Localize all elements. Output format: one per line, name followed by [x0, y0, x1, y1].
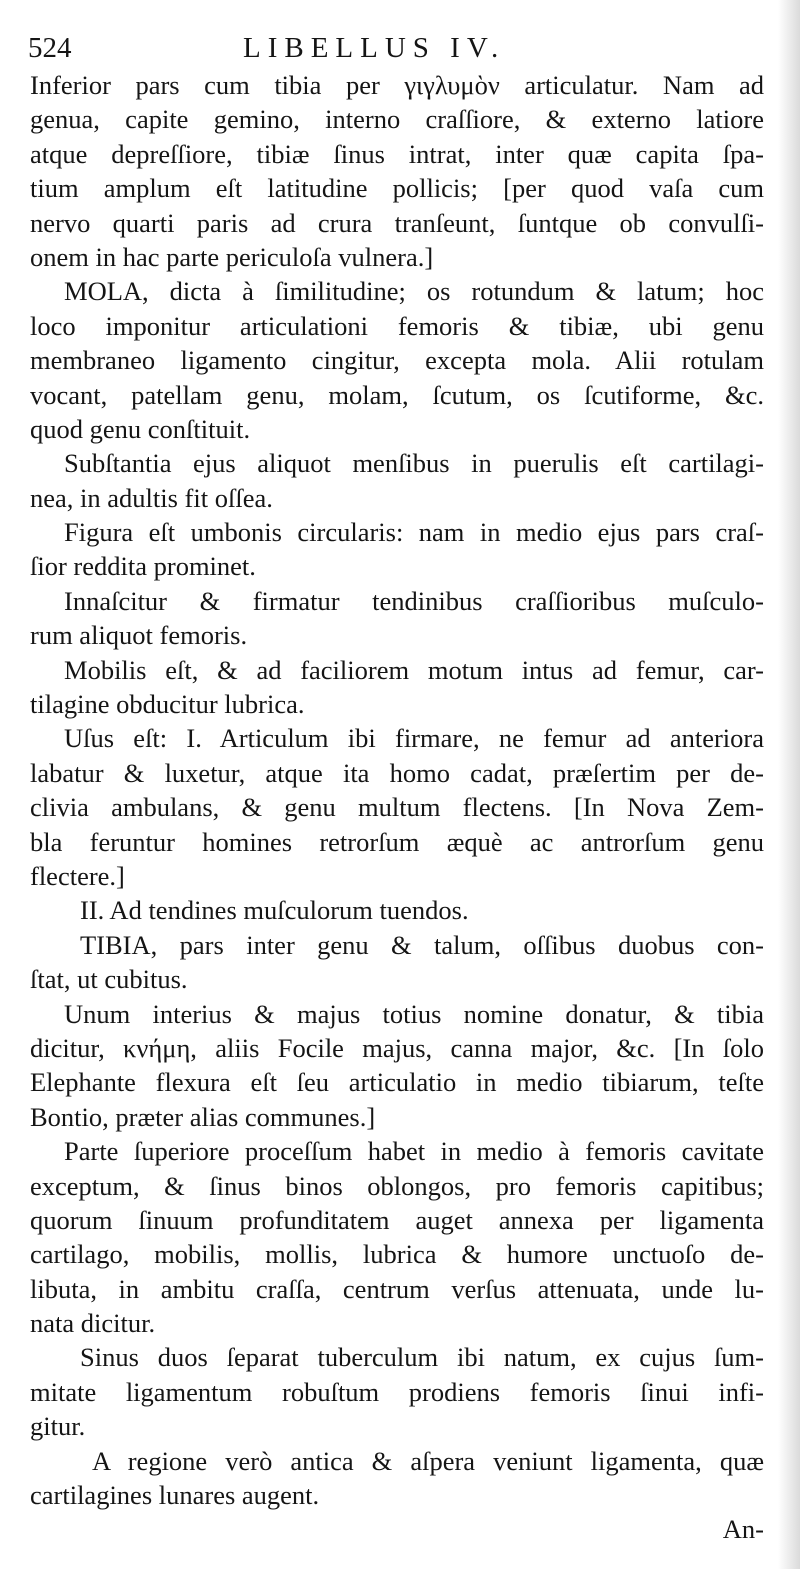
text-line: Figura eſt umbonis circularis: nam in medio ejus pars craſ- [64, 517, 764, 548]
text-line: flectere.] [30, 860, 125, 891]
text-line: rum aliquot femoris. [30, 620, 248, 651]
page-number: 524 [28, 32, 72, 64]
text-line: ſtat, ut cubitus. [30, 964, 188, 995]
text-line: mitate ligamentum robuſtum prodiens femoris ſinui infi- [30, 1376, 764, 1407]
catchword: An- [722, 1514, 764, 1545]
text-line: Uſus eſt: I. Articulum ibi firmare, ne femur ad anteriora [64, 723, 764, 754]
text-line: TIBIA, pars inter genu & talum, oſſibus duobus con- [80, 929, 764, 960]
text-line: Innaſcitur & firmatur tendinibus craſſioribus muſculo- [64, 585, 764, 616]
text-line: Sinus duos ſeparat tuberculum ibi natum, ex cujus ſum- [80, 1342, 764, 1373]
text-line: bla feruntur homines retrorſum æquè ac antrorſum genu [30, 826, 764, 857]
text-line: quod genu conſtituit. [30, 413, 251, 444]
text-line: II. Ad tendines muſculorum tuendos. [80, 895, 469, 926]
text-line: ſior reddita prominet. [30, 551, 256, 582]
text-line: tilagine obducitur lubrica. [30, 689, 305, 720]
text-line: Inferior pars cum tibia per γιγλυμὸν articulatur. Nam ad [30, 70, 764, 100]
page-header [28, 28, 768, 68]
page-edge-shadow [778, 0, 800, 1569]
text-line: A regione verò antica & aſpera veniunt ligamenta, quæ [92, 1445, 764, 1476]
text-line: clivia ambulans, & genu multum flectens. [In Nova Zem- [30, 792, 764, 823]
text-line: cartilagines lunares augent. [30, 1480, 320, 1511]
text-line: atque depreſſiore, tibiæ ſinus intrat, inter quæ capita ſpa- [30, 138, 764, 169]
text-line: gitur. [30, 1411, 86, 1442]
text-line: Bontio, præter alias communes.] [30, 1101, 376, 1132]
text-line: libuta, in ambitu craſſa, centrum verſus attenuata, unde lu- [30, 1273, 764, 1304]
text-line: tium amplum eſt latitudine pollicis; [per quod vaſa cum [30, 173, 764, 204]
text-line: Mobilis eſt, & ad faciliorem motum intus ad femur, car- [64, 654, 764, 685]
text-line: labatur & luxetur, atque ita homo cadat, præſertim per de- [30, 757, 764, 788]
text-line: MOLA, dicta à ſimilitudine; os rotundum & latum; hoc [64, 276, 764, 307]
text-line: Unum interius & majus totius nomine donatur, & tibia [64, 998, 764, 1029]
text-line: Parte ſuperiore proceſſum habet in medio à femoris cavitate [64, 1136, 764, 1167]
text-line: Subſtantia ejus aliquot menſibus in puerulis eſt cartilagi- [64, 448, 764, 479]
text-line: exceptum, & ſinus binos oblongos, pro femoris capitibus; [30, 1170, 764, 1201]
text-line: nata dicitur. [30, 1308, 156, 1339]
text-line: dicitur, κνήμη, aliis Focile majus, canna major, &c. [In ſolo [30, 1032, 764, 1063]
body-text [30, 68, 764, 1547]
text-line: onem in hac parte periculoſa vulnera.] [30, 241, 434, 272]
running-head: LIBELLUS IV. [243, 32, 506, 64]
text-line: genua, capite gemino, interno craſſiore, & externo latiore [30, 104, 764, 135]
text-line: Elephante flexura eſt ſeu articulatio in medio tibiarum, teſte [30, 1067, 764, 1098]
text-line: vocant, patellam genu, molam, ſcutum, os ſcutiforme, &c. [30, 379, 764, 410]
text-line: nervo quarti paris ad crura tranſeunt, ſuntque ob convulſi- [30, 207, 764, 238]
text-line: membraneo ligamento cingitur, excepta mola. Alii rotulam [30, 345, 764, 376]
text-line: nea, in adultis fit oſſea. [30, 482, 273, 513]
text-line: loco imponitur articulationi femoris & tibiæ, ubi genu [30, 310, 764, 341]
text-line: quorum ſinuum profunditatem auget annexa per ligamenta [30, 1204, 764, 1235]
text-line: cartilago, mobilis, mollis, lubrica & humore unctuoſo de- [30, 1239, 764, 1270]
